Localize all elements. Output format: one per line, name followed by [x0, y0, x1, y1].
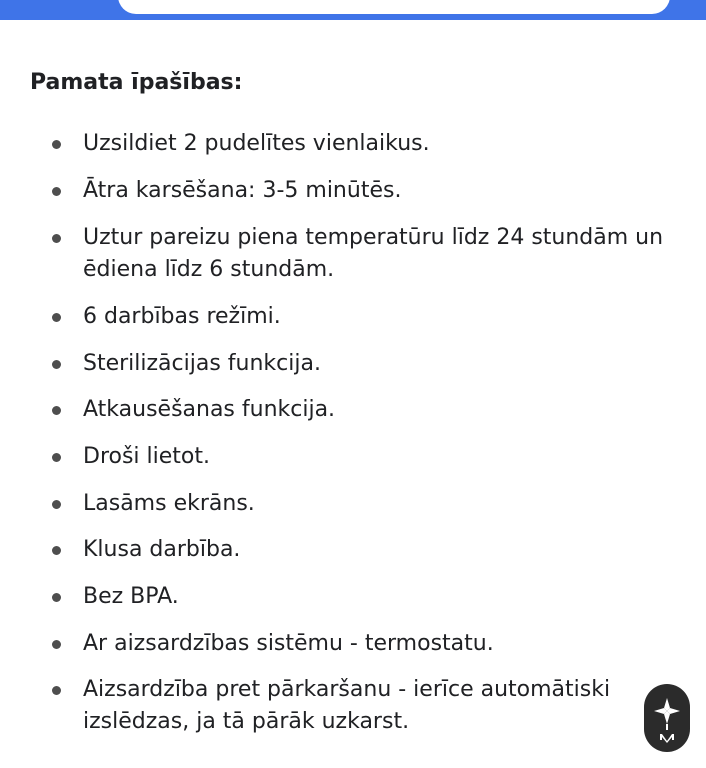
bullet-icon: [52, 500, 61, 509]
bullet-icon: [52, 546, 61, 555]
section-title: Pamata īpašības:: [30, 70, 243, 95]
feature-text: Uzsildiet 2 pudelītes vienlaikus.: [83, 131, 430, 156]
bullet-icon: [52, 140, 61, 149]
bullet-icon: [52, 686, 61, 695]
bullet-icon: [52, 313, 61, 322]
logo-icon: [644, 684, 690, 752]
feature-text: Uztur pareizu piena temperatūru līdz 24 stundām un ēdiena līdz 6 stundām.: [83, 225, 664, 282]
bullet-icon: [52, 406, 61, 415]
bullet-icon: [52, 187, 61, 196]
feature-text: Atkausēšanas funkcija.: [83, 397, 336, 422]
bullet-icon: [52, 360, 61, 369]
bullet-icon: [52, 640, 61, 649]
feature-text: Lasāms ekrāns.: [83, 491, 255, 516]
feature-text: Ar aizsardzības sistēmu - termostatu.: [83, 631, 494, 656]
feature-text: Klusa darbība.: [83, 537, 241, 562]
logo-button[interactable]: [644, 684, 690, 752]
bullet-icon: [52, 593, 61, 602]
top-bar: [0, 0, 706, 20]
feature-text: Bez BPA.: [83, 584, 179, 609]
feature-text: Sterilizācijas funkcija.: [83, 351, 321, 376]
feature-text: Ātra karsēšana: 3-5 minūtēs.: [83, 178, 402, 203]
feature-text: Droši lietot.: [83, 444, 210, 469]
feature-text: Aizsardzība pret pārkaršanu - ierīce automātiski izslēdzas, ja tā pārāk uzkarst.: [83, 677, 611, 734]
search-pill[interactable]: [118, 0, 670, 14]
bullet-icon: [52, 453, 61, 462]
feature-text: 6 darbības režīmi.: [83, 304, 281, 329]
bullet-icon: [52, 234, 61, 243]
